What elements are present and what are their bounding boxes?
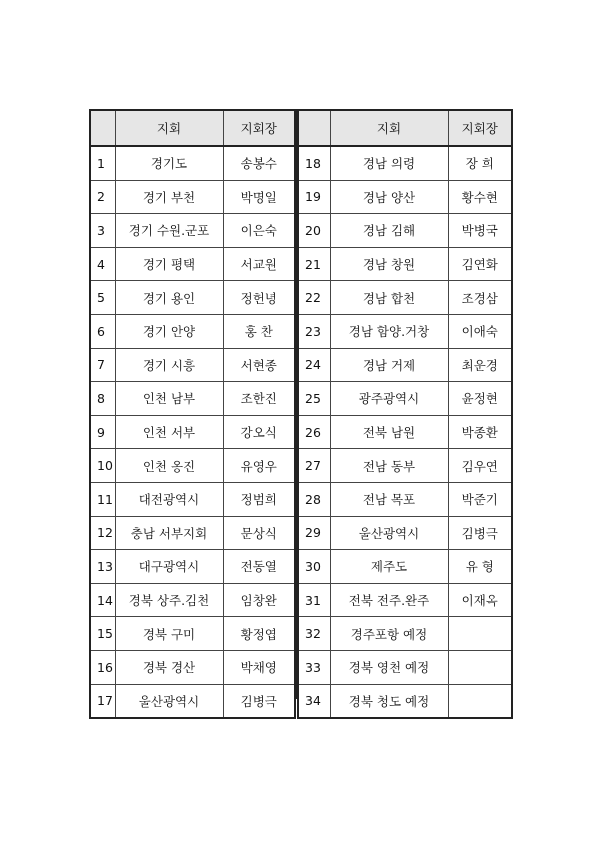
table-row: [90, 617, 295, 651]
branch-name: 경기 안양: [115, 314, 223, 348]
branch-head: 유영우: [223, 449, 295, 483]
branch-name: 경북 구미: [115, 617, 223, 651]
row-number: 3: [90, 214, 115, 248]
branch-head: 김연화: [448, 247, 512, 281]
branch-head: 김우연: [448, 449, 512, 483]
branch-name: 충남 서부지회: [115, 516, 223, 550]
branch-head: 이재옥: [448, 583, 512, 617]
branch-head: 박병국: [448, 214, 512, 248]
right-rows: [298, 146, 512, 718]
branch-name: 인천 옹진: [115, 449, 223, 483]
row-number: 25: [298, 382, 330, 416]
row-number: 1: [90, 146, 115, 180]
table-row: [298, 449, 512, 483]
branch-head: 이은숙: [223, 214, 295, 248]
row-number: 30: [298, 550, 330, 584]
table-row: [90, 449, 295, 483]
left-rows: [90, 146, 295, 718]
row-number: 15: [90, 617, 115, 651]
table-row: [298, 583, 512, 617]
header-row: [298, 110, 512, 146]
branch-name: 전남 동부: [330, 449, 448, 483]
branch-name: 경남 양산: [330, 180, 448, 214]
row-number: 16: [90, 650, 115, 684]
header-head: 지회장: [223, 110, 295, 146]
row-number: 34: [298, 684, 330, 718]
branch-head: 박명일: [223, 180, 295, 214]
branch-name: 제주도: [330, 550, 448, 584]
row-number: 18: [298, 146, 330, 180]
row-number: 13: [90, 550, 115, 584]
branch-head: 홍 찬: [223, 314, 295, 348]
table-row: [298, 348, 512, 382]
table-row: [90, 550, 295, 584]
branch-head: [448, 684, 512, 718]
table-row: [298, 550, 512, 584]
header-row: [90, 110, 295, 146]
row-number: 12: [90, 516, 115, 550]
branch-name: 경기 평택: [115, 247, 223, 281]
row-number: 2: [90, 180, 115, 214]
table-row: [90, 348, 295, 382]
row-number: 9: [90, 415, 115, 449]
branch-head: 조경삼: [448, 281, 512, 315]
table-row: [90, 583, 295, 617]
branch-name: 울산광역시: [330, 516, 448, 550]
row-number: 22: [298, 281, 330, 315]
row-number: 17: [90, 684, 115, 718]
table-row: [298, 415, 512, 449]
branch-name: 경남 함양.거창: [330, 314, 448, 348]
branch-head: 서교원: [223, 247, 295, 281]
branch-name: 경북 영천 예정: [330, 650, 448, 684]
branch-head: 박준기: [448, 482, 512, 516]
branch-name: 경주포항 예정: [330, 617, 448, 651]
branch-name: 경북 경산: [115, 650, 223, 684]
branch-head: 송봉수: [223, 146, 295, 180]
branch-name: 경남 거제: [330, 348, 448, 382]
table-row: [298, 650, 512, 684]
branch-name: 광주광역시: [330, 382, 448, 416]
row-number: 6: [90, 314, 115, 348]
header-head: 지회장: [448, 110, 512, 146]
branch-table-right: [297, 109, 513, 719]
branch-name: 인천 남부: [115, 382, 223, 416]
branch-head: 박채영: [223, 650, 295, 684]
branch-head: 전동열: [223, 550, 295, 584]
table-row: [90, 415, 295, 449]
branch-name: 경기 부천: [115, 180, 223, 214]
row-number: 24: [298, 348, 330, 382]
branch-head: 박종환: [448, 415, 512, 449]
header-num: [298, 110, 330, 146]
row-number: 20: [298, 214, 330, 248]
row-number: 14: [90, 583, 115, 617]
row-number: 31: [298, 583, 330, 617]
branch-head: 장 희: [448, 146, 512, 180]
table-row: [90, 180, 295, 214]
table-row: [90, 214, 295, 248]
header-branch: 지회: [115, 110, 223, 146]
branch-head: 황수현: [448, 180, 512, 214]
row-number: 28: [298, 482, 330, 516]
row-number: 19: [298, 180, 330, 214]
table-row: [90, 482, 295, 516]
branch-name: 경기 용인: [115, 281, 223, 315]
table-row: [298, 482, 512, 516]
row-number: 27: [298, 449, 330, 483]
table-row: [90, 281, 295, 315]
branch-head: 정헌녕: [223, 281, 295, 315]
table-row: [298, 146, 512, 180]
branch-name: 경남 의령: [330, 146, 448, 180]
branch-head: 황정엽: [223, 617, 295, 651]
table-row: [90, 314, 295, 348]
branch-head: 정범희: [223, 482, 295, 516]
branch-name: 경기도: [115, 146, 223, 180]
table-row: [298, 382, 512, 416]
branch-name: 경북 청도 예정: [330, 684, 448, 718]
branch-name: 경기 수원.군포: [115, 214, 223, 248]
table-row: [90, 146, 295, 180]
branch-name: 경남 김해: [330, 214, 448, 248]
branch-head: 강오식: [223, 415, 295, 449]
table-row: [298, 684, 512, 718]
branch-name: 경남 합천: [330, 281, 448, 315]
row-number: 21: [298, 247, 330, 281]
row-number: 4: [90, 247, 115, 281]
table-row: [298, 314, 512, 348]
branch-name: 대구광역시: [115, 550, 223, 584]
table-row: [90, 382, 295, 416]
table-row: [298, 617, 512, 651]
table-row: [90, 516, 295, 550]
row-number: 10: [90, 449, 115, 483]
table-row: [90, 247, 295, 281]
table-row: [298, 180, 512, 214]
branch-name: 경기 시흥: [115, 348, 223, 382]
table-row: [298, 214, 512, 248]
branch-head: 이애숙: [448, 314, 512, 348]
branch-head: [448, 617, 512, 651]
branch-head: 서현종: [223, 348, 295, 382]
branch-name: 전북 남원: [330, 415, 448, 449]
row-number: 11: [90, 482, 115, 516]
branch-name: 울산광역시: [115, 684, 223, 718]
header-branch: 지회: [330, 110, 448, 146]
row-number: 26: [298, 415, 330, 449]
table-row: [298, 516, 512, 550]
row-number: 29: [298, 516, 330, 550]
branch-head: 유 형: [448, 550, 512, 584]
branch-name: 경남 창원: [330, 247, 448, 281]
branch-head: 김병극: [223, 684, 295, 718]
row-number: 23: [298, 314, 330, 348]
row-number: 33: [298, 650, 330, 684]
table-row: [90, 650, 295, 684]
row-number: 8: [90, 382, 115, 416]
row-number: 7: [90, 348, 115, 382]
table-row: [298, 281, 512, 315]
branch-name: 경북 상주.김천: [115, 583, 223, 617]
table-row: [90, 684, 295, 718]
branch-name: 인천 서부: [115, 415, 223, 449]
branch-head: 최운경: [448, 348, 512, 382]
header-num: [90, 110, 115, 146]
row-number: 5: [90, 281, 115, 315]
branch-head: 임창완: [223, 583, 295, 617]
table-row: [298, 247, 512, 281]
branch-name: 대전광역시: [115, 482, 223, 516]
branch-head: 조한진: [223, 382, 295, 416]
branch-table-left: [89, 109, 296, 719]
row-number: 32: [298, 617, 330, 651]
branch-head: 윤정현: [448, 382, 512, 416]
branch-name: 전북 전주.완주: [330, 583, 448, 617]
branch-head: 문상식: [223, 516, 295, 550]
branch-name: 전남 목포: [330, 482, 448, 516]
branch-head: [448, 650, 512, 684]
branch-head: 김병극: [448, 516, 512, 550]
